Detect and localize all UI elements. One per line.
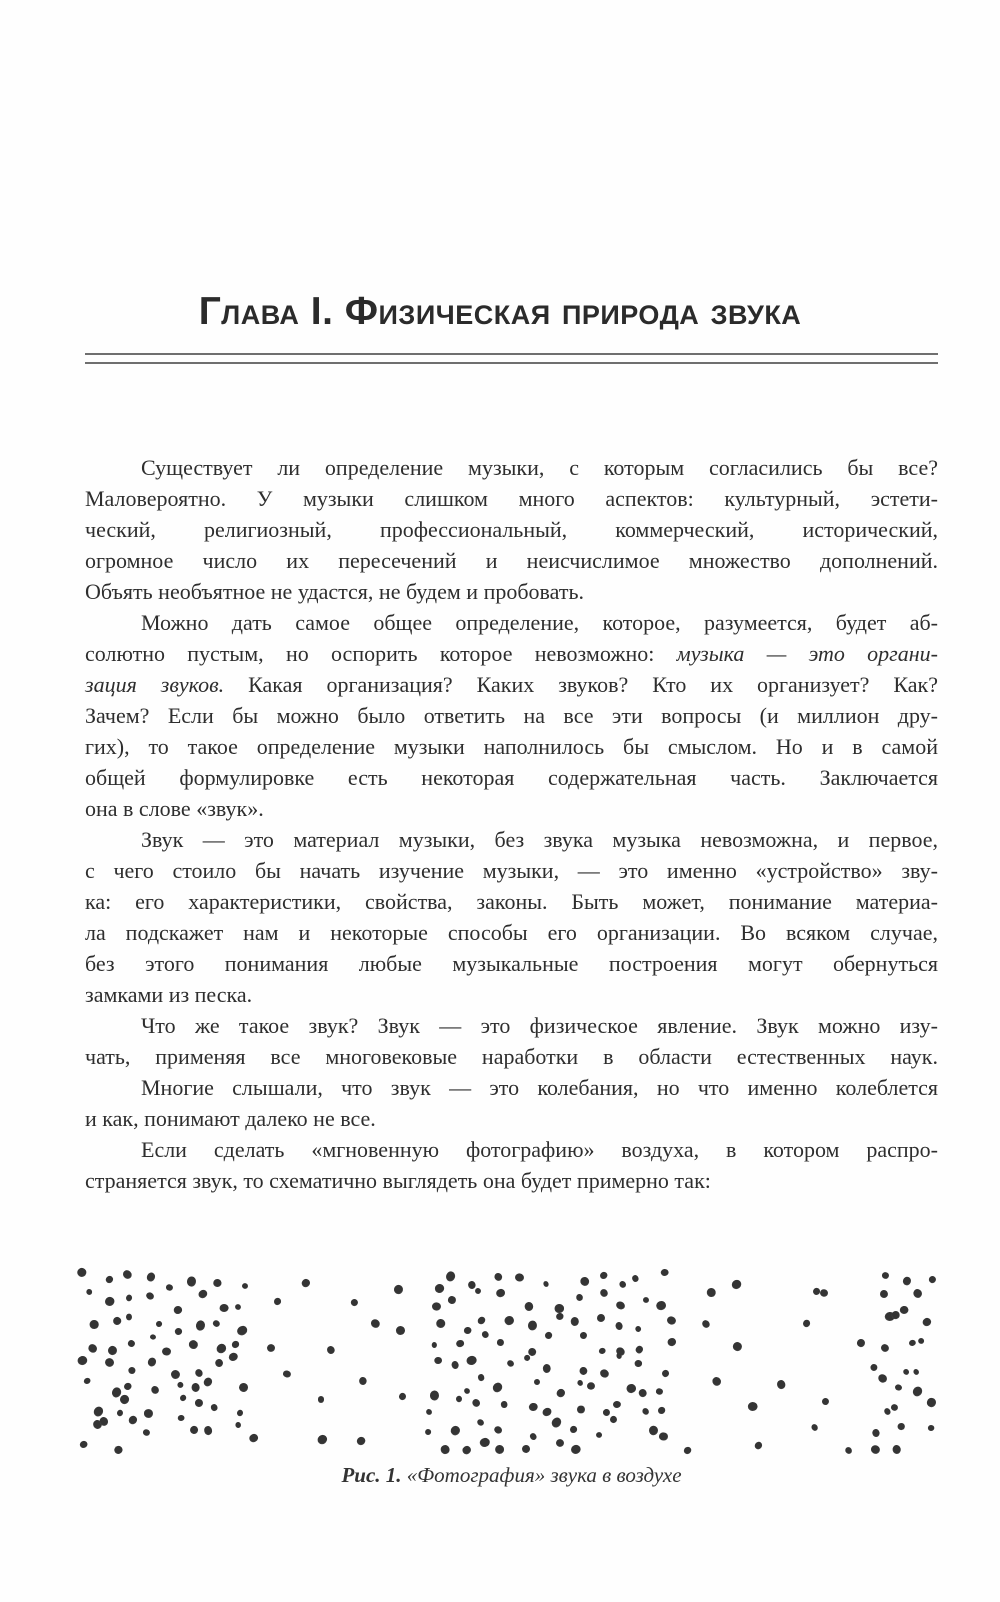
air-molecule-dot <box>701 1318 711 1329</box>
body-segment: солютно пустым, но оспорить которое невозможно: <box>85 641 677 666</box>
air-molecule-dot <box>908 1339 917 1347</box>
body-line <box>85 669 938 700</box>
air-molecule-dot <box>435 1318 446 1329</box>
air-molecule-dot <box>90 1319 99 1328</box>
air-molecule-dot <box>475 1417 485 1427</box>
air-molecule-dot <box>667 1337 677 1347</box>
air-molecule-dot <box>444 1270 456 1283</box>
chapter-heading: Глава I. Физическая природа звука <box>198 290 802 333</box>
air-molecule-dot <box>145 1271 156 1282</box>
air-molecule-dot <box>266 1344 275 1353</box>
air-molecule-dot <box>128 1367 136 1375</box>
paragraph <box>85 452 938 607</box>
body-segment: общей формулировке есть некоторая содержательная часть. Заключается <box>85 765 938 790</box>
air-molecule-dot <box>890 1403 899 1411</box>
air-molecule-dot <box>895 1383 903 1391</box>
body-line <box>85 607 938 638</box>
air-molecule-dot <box>569 1424 579 1434</box>
air-molecule-dot <box>451 1360 460 1370</box>
air-molecule-dot <box>556 1439 565 1447</box>
air-molecule-dot <box>612 1400 621 1408</box>
air-molecule-dot <box>555 1387 566 1398</box>
air-molecule-dot <box>249 1433 260 1444</box>
body-segment: она в слове «звук». <box>85 796 264 821</box>
air-molecule-dot <box>599 1271 609 1281</box>
air-molecule-dot <box>215 1358 225 1368</box>
air-molecule-dot <box>439 1444 450 1455</box>
air-molecule-dot <box>571 1317 580 1326</box>
air-molecule-dot <box>579 1331 587 1339</box>
body-segment: замками из песка. <box>85 982 253 1007</box>
air-molecule-dot <box>911 1385 924 1398</box>
air-molecule-dot <box>555 1311 565 1321</box>
air-molecule-dot <box>463 1387 471 1395</box>
air-molecule-dot <box>575 1293 584 1302</box>
body-text <box>85 452 938 1196</box>
air-molecule-dot <box>504 1314 516 1325</box>
air-molecule-dot <box>356 1436 368 1447</box>
body-line <box>85 855 938 886</box>
air-molecule-dot <box>119 1394 131 1406</box>
air-molecule-dot <box>615 1300 627 1311</box>
air-molecule-dot <box>656 1388 664 1395</box>
air-molecule-dot <box>641 1407 651 1417</box>
air-molecule-dot <box>577 1405 584 1413</box>
air-molecule-dot <box>301 1277 312 1288</box>
air-molecule-dot <box>116 1409 123 1417</box>
air-molecule-dot <box>456 1339 465 1348</box>
air-molecule-dot <box>194 1368 204 1378</box>
body-line <box>85 576 938 607</box>
air-molecule-dot <box>128 1339 137 1348</box>
body-segment: Если сделать «мгновенную фотографию» воздуха, в котором распро- <box>141 1137 938 1162</box>
air-molecule-dot <box>125 1294 133 1302</box>
air-molecule-dot <box>146 1356 157 1367</box>
air-molecule-dot <box>534 1379 540 1385</box>
air-molecule-dot <box>215 1342 228 1355</box>
air-molecule-dot <box>447 1295 456 1304</box>
air-molecule-dot <box>635 1359 643 1367</box>
body-segment: ка: его характеристики, свойства, законы. Быть может, понимание материа- <box>85 889 938 914</box>
body-line <box>85 886 938 917</box>
paragraph <box>85 1072 938 1134</box>
air-molecule-dot <box>461 1445 472 1456</box>
air-molecule-dot <box>203 1425 212 1435</box>
air-molecule-dot <box>480 1330 489 1339</box>
air-molecule-dot <box>490 1381 503 1395</box>
air-molecule-dot <box>542 1363 550 1372</box>
air-molecule-dot <box>649 1426 659 1437</box>
body-segment: и как, понимают далеко не все. <box>85 1106 376 1131</box>
air-molecule-dot <box>497 1338 505 1345</box>
body-line <box>85 638 938 669</box>
body-line <box>85 1134 938 1165</box>
air-molecule-dot <box>82 1376 91 1385</box>
air-molecule-dot <box>186 1277 196 1288</box>
air-molecule-dot <box>194 1398 203 1407</box>
air-molecule-dot <box>610 1416 617 1424</box>
air-molecule-dot <box>349 1298 358 1307</box>
air-molecule-dot <box>660 1269 669 1277</box>
air-molecule-dot <box>576 1379 584 1387</box>
air-molecule-dot <box>598 1288 609 1299</box>
air-molecule-dot <box>710 1375 723 1388</box>
air-molecule-dot <box>891 1444 901 1455</box>
air-molecule-dot <box>843 1446 853 1456</box>
air-molecule-dot <box>430 1390 439 1400</box>
air-molecule-dot <box>478 1373 485 1381</box>
air-molecule-dot <box>425 1429 431 1435</box>
air-molecule-dot <box>431 1342 437 1349</box>
body-segment: Существует ли определение музыки, с которым согласились бы все? <box>141 455 938 480</box>
air-molecule-dot <box>911 1287 923 1299</box>
figure-air-molecules <box>80 1266 937 1456</box>
air-molecule-dot <box>901 1276 911 1286</box>
air-molecule-dot <box>474 1287 482 1295</box>
air-molecule-dot <box>176 1381 185 1390</box>
air-molecule-dot <box>195 1320 206 1332</box>
air-molecule-dot <box>495 1288 506 1298</box>
air-molecule-dot <box>730 1278 743 1291</box>
air-molecule-dot <box>921 1317 932 1328</box>
air-molecule-dot <box>144 1291 155 1301</box>
air-molecule-dot <box>122 1268 134 1280</box>
body-segment: Какая организация? Каких звуков? Кто их организует? Как? <box>224 672 938 697</box>
body-line <box>85 1165 938 1196</box>
body-line <box>85 824 938 855</box>
air-molecule-dot <box>237 1381 249 1393</box>
air-molecule-dot <box>144 1409 153 1418</box>
air-molecule-dot <box>466 1355 478 1367</box>
air-molecule-dot <box>178 1394 187 1403</box>
air-molecule-dot <box>203 1376 214 1388</box>
air-molecule-dot <box>187 1338 199 1350</box>
air-molecule-dot <box>596 1312 607 1323</box>
air-molecule-dot <box>433 1282 446 1294</box>
air-molecule-dot <box>569 1443 582 1455</box>
air-molecule-dot <box>492 1272 503 1283</box>
air-molecule-dot <box>123 1381 133 1391</box>
air-molecule-dot <box>112 1316 123 1327</box>
air-molecule-dot <box>927 1274 936 1283</box>
air-molecule-dot <box>872 1428 881 1437</box>
body-line <box>85 514 938 545</box>
air-molecule-dot <box>230 1339 240 1349</box>
air-molecule-dot <box>595 1431 603 1438</box>
air-molecule-dot <box>554 1303 564 1313</box>
body-segment: Можно дать самое общее определение, которое, разумеется, будет аб- <box>141 610 938 635</box>
air-molecule-dot <box>881 1272 889 1280</box>
air-molecule-dot <box>77 1355 89 1366</box>
body-line <box>85 917 938 948</box>
air-molecule-dot <box>456 1395 463 1402</box>
air-molecule-dot <box>543 1280 550 1288</box>
air-molecule-dot <box>370 1317 382 1329</box>
air-molecule-dot <box>707 1287 717 1297</box>
air-molecule-dot <box>656 1405 667 1415</box>
heading-rule <box>85 353 938 364</box>
air-molecule-dot <box>425 1408 433 1416</box>
air-molecule-dot <box>143 1428 151 1436</box>
air-molecule-dot <box>172 1305 182 1315</box>
air-molecule-dot <box>550 1416 563 1429</box>
air-molecule-dot <box>476 1315 487 1326</box>
air-molecule-dot <box>169 1368 182 1381</box>
air-molecule-dot <box>177 1415 185 1422</box>
body-segment: Звук — это материал музыки, без звука музыка невозможна, и первое, <box>141 827 938 852</box>
paragraph <box>85 607 938 824</box>
air-molecule-dot <box>870 1444 882 1455</box>
air-molecule-dot <box>174 1328 181 1335</box>
air-molecule-dot <box>821 1397 830 1406</box>
body-segment: Зачем? Если бы можно было ответить на все эти вопросы (и миллион дру- <box>85 703 938 728</box>
air-molecule-dot <box>478 1437 490 1448</box>
air-molecule-dot <box>500 1401 507 1408</box>
figure-caption-text: «Фотография» звука в воздухе <box>401 1463 682 1487</box>
air-molecule-dot <box>150 1385 161 1396</box>
air-molecule-dot <box>220 1304 230 1313</box>
air-molecule-dot <box>212 1279 221 1288</box>
air-molecule-dot <box>282 1370 291 1378</box>
air-molecule-dot <box>86 1343 99 1356</box>
air-molecule-dot <box>524 1302 534 1312</box>
air-molecule-dot <box>601 1408 611 1418</box>
paragraph <box>85 1010 938 1072</box>
air-molecule-dot <box>912 1368 920 1376</box>
air-molecule-dot <box>615 1321 624 1331</box>
air-molecule-dot <box>393 1284 403 1295</box>
air-molecule-dot <box>598 1347 607 1355</box>
air-molecule-dot <box>113 1445 123 1455</box>
figure-caption-label: Рис. 1. <box>341 1463 402 1487</box>
air-molecule-dot <box>155 1320 164 1329</box>
air-molecule-dot <box>926 1397 937 1408</box>
body-line <box>85 1041 938 1072</box>
air-molecule-dot <box>635 1325 643 1333</box>
air-molecule-dot <box>753 1441 763 1451</box>
air-molecule-dot <box>578 1275 591 1288</box>
air-molecule-dot <box>587 1382 595 1389</box>
body-segment: чать, применяя все многовековые наработки в области естественных наук. <box>85 1044 938 1069</box>
body-line <box>85 948 938 979</box>
air-molecule-dot <box>211 1403 219 1411</box>
air-molecule-dot <box>236 1409 244 1417</box>
air-molecule-dot <box>660 1369 669 1378</box>
air-molecule-dot <box>927 1425 934 1431</box>
air-molecule-dot <box>233 1303 241 1311</box>
air-molecule-dot <box>819 1288 829 1298</box>
air-molecule-dot <box>272 1296 282 1306</box>
body-line <box>85 700 938 731</box>
body-segment-italic: музыка — это органи- <box>676 641 938 666</box>
air-molecule-dot <box>659 1432 668 1440</box>
air-molecule-dot <box>731 1340 742 1351</box>
air-molecule-dot <box>165 1283 173 1290</box>
air-molecule-dot <box>632 1274 640 1283</box>
air-molecule-dot <box>192 1383 201 1393</box>
air-molecule-dot <box>899 1305 909 1315</box>
body-segment: с чего стоило бы начать изучение музыки, — это именно «устройство» зву- <box>85 858 938 883</box>
air-molecule-dot <box>104 1357 116 1369</box>
body-segment: гих), то такое определение музыки наполнилось бы смыслом. Но и в самой <box>85 734 938 759</box>
body-segment: Что же такое звук? Звук — это физическое явление. Звук можно изу- <box>141 1013 938 1038</box>
air-molecule-dot <box>529 1432 538 1441</box>
air-molecule-dot <box>656 1300 668 1311</box>
air-molecule-dot <box>326 1345 336 1355</box>
air-molecule-dot <box>626 1383 637 1393</box>
air-molecule-dot <box>162 1347 172 1356</box>
air-molecule-dot <box>236 1324 249 1336</box>
air-molecule-dot <box>107 1344 118 1355</box>
air-molecule-dot <box>212 1319 221 1328</box>
air-molecule-dot <box>543 1330 553 1340</box>
air-molecule-dot <box>463 1326 472 1334</box>
body-segment: ческий, религиозный, профессиональный, коммерческий, исторический, <box>85 517 938 542</box>
air-molecule-dot <box>126 1313 132 1320</box>
air-molecule-dot <box>528 1320 538 1331</box>
air-molecule-dot <box>399 1392 407 1400</box>
air-molecule-dot <box>434 1357 442 1364</box>
air-molecule-dot <box>189 1425 199 1435</box>
air-molecule-dot <box>876 1372 888 1384</box>
air-molecule-dot <box>598 1368 610 1379</box>
air-molecule-dot <box>643 1297 650 1303</box>
air-molecule-dot <box>105 1274 115 1284</box>
air-molecule-dot <box>880 1343 891 1354</box>
air-molecule-dot <box>494 1443 507 1456</box>
body-segment: Многие слышали, что звук — это колебания, но что именно колеблется <box>141 1075 938 1100</box>
air-molecule-dot <box>318 1396 325 1403</box>
air-molecule-dot <box>92 1404 105 1417</box>
body-line <box>85 1072 938 1103</box>
body-line <box>85 793 938 824</box>
air-molecule-dot <box>748 1401 758 1410</box>
air-molecule-dot <box>493 1425 504 1436</box>
body-segment-italic: зация звуков. <box>85 672 225 697</box>
air-molecule-dot <box>515 1273 525 1283</box>
air-molecule-dot <box>85 1288 93 1296</box>
air-molecule-dot <box>449 1424 461 1436</box>
air-molecule-dot <box>638 1388 648 1398</box>
body-line <box>85 452 938 483</box>
figure-caption <box>85 1463 938 1488</box>
air-molecule-dot <box>432 1302 441 1310</box>
body-segment: Маловероятно. У музыки слишком много аспектов: культурный, эстети- <box>85 486 938 511</box>
body-segment: ла подскажет нам и некоторые способы его организации. Во всяком случае, <box>85 920 938 945</box>
air-molecule-dot <box>359 1376 367 1385</box>
air-molecule-dot <box>528 1402 539 1412</box>
air-molecule-dot <box>916 1336 925 1345</box>
air-molecule-dot <box>521 1444 532 1455</box>
paragraph <box>85 824 938 1010</box>
air-molecule-dot <box>235 1421 242 1428</box>
body-segment: Объять необъятное не удастся, не будем и пробовать. <box>85 579 584 604</box>
air-molecule-dot <box>776 1379 786 1390</box>
air-molecule-dot <box>856 1338 866 1348</box>
body-line <box>85 979 938 1010</box>
air-molecule-dot <box>75 1267 88 1280</box>
air-molecule-dot <box>683 1445 693 1455</box>
body-segment: огромное число их пересечений и неисчислимое множество дополнений. <box>85 548 938 573</box>
body-segment: страняется звук, то схематично выглядеть она будет примерно так: <box>85 1168 711 1193</box>
air-molecule-dot <box>880 1290 888 1298</box>
air-molecule-dot <box>197 1289 209 1300</box>
paragraph <box>85 1134 938 1196</box>
body-line <box>85 545 938 576</box>
air-molecule-dot <box>802 1319 812 1329</box>
air-molecule-dot <box>396 1325 405 1334</box>
air-molecule-dot <box>541 1406 553 1418</box>
air-molecule-dot <box>810 1423 819 1432</box>
air-molecule-dot <box>897 1423 905 1431</box>
air-molecule-dot <box>79 1440 89 1449</box>
body-line <box>85 1010 938 1041</box>
body-segment: без этого понимания любые музыкальные построения могут обернуться <box>85 951 938 976</box>
body-line <box>85 483 938 514</box>
air-molecule-dot <box>617 1280 627 1290</box>
body-line <box>85 731 938 762</box>
air-molecule-dot <box>471 1397 482 1408</box>
air-molecule-dot <box>902 1368 911 1377</box>
air-molecule-dot <box>127 1414 138 1425</box>
air-molecule-dot <box>241 1282 248 1289</box>
air-molecule-dot <box>227 1352 239 1364</box>
body-line <box>85 1103 938 1134</box>
air-molecule-dot <box>506 1359 515 1368</box>
air-molecule-dot <box>635 1344 644 1353</box>
air-molecule-dot <box>316 1433 329 1446</box>
air-molecule-dot <box>103 1295 116 1308</box>
air-molecule-dot <box>870 1363 878 1371</box>
air-molecule-dot <box>149 1333 156 1340</box>
body-line <box>85 762 938 793</box>
air-molecule-dot <box>579 1367 589 1377</box>
air-molecule-dot <box>666 1315 677 1325</box>
